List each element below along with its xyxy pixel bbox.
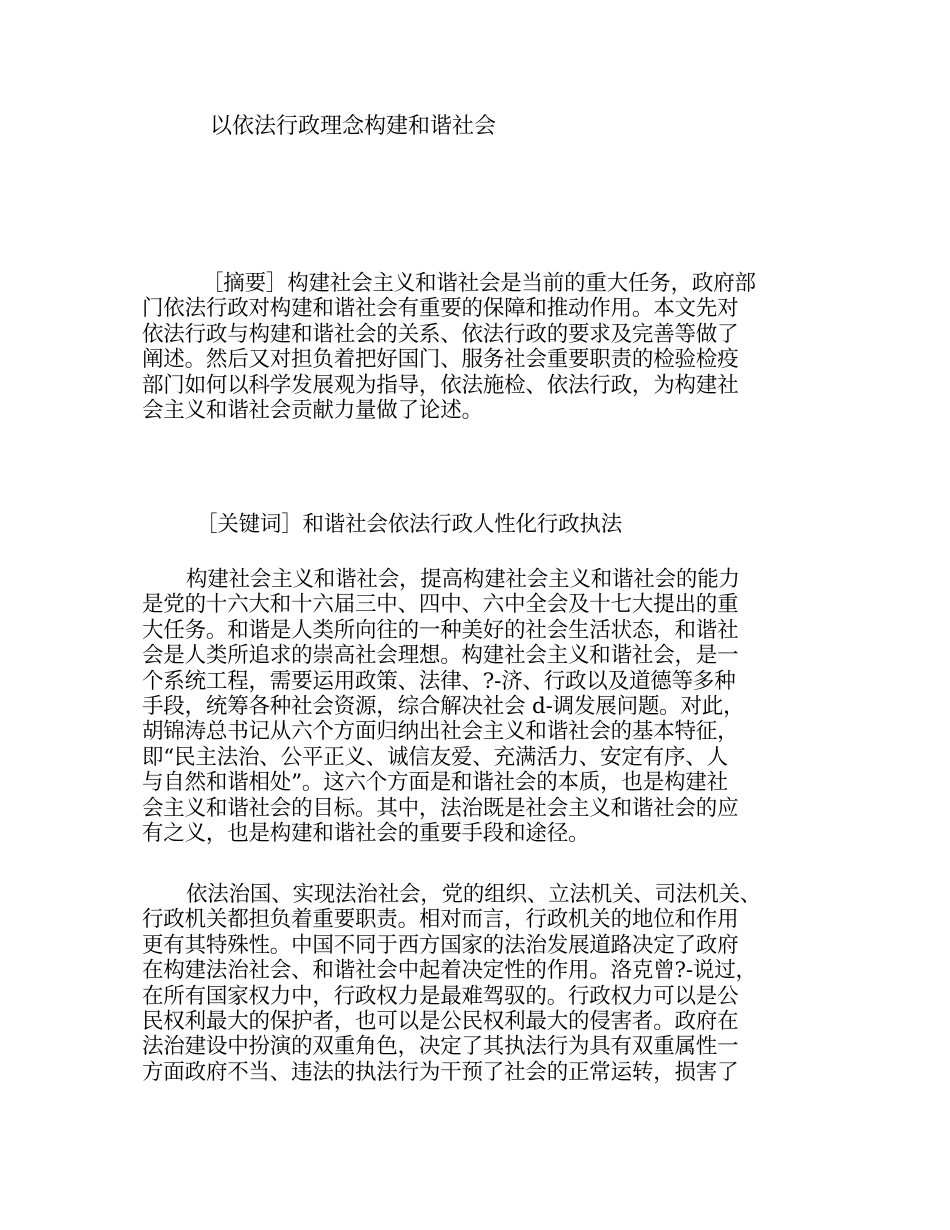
abstract-line: 部门如何以科学发展观为指导，依法施检、依法行政，为构建社 (142, 372, 739, 398)
paragraph-line: 在构建法治社会、和谐社会中起着决定性的作用。洛克曾?-说过， (142, 958, 757, 984)
paragraph-line: 会是人类所追求的崇高社会理想。构建社会主义和谐社会，是一 (142, 643, 739, 669)
document-title: 以依法行政理念构建和谐社会 (210, 114, 497, 139)
paragraph-line: 手段，统筹各种社会资源，综合解决社会 d-调发展问题。对此， (142, 694, 745, 720)
paragraph-line: 胡锦涛总书记从六个方面归纳出社会主义和谐社会的基本特征， (142, 719, 739, 745)
paragraph-line: 大任务。和谐是人类所向往的一种美好的社会生活状态，和谐社 (142, 617, 739, 643)
paragraph-line: 与自然和谐相处”。这六个方面是和谐社会的本质，也是构建社 (142, 770, 728, 796)
paragraph-line: 会主义和谐社会的目标。其中，法治既是社会主义和谐社会的应 (142, 795, 739, 821)
abstract-line: 阐述。然后又对担负着把好国门、服务社会重要职责的检验检疫 (142, 347, 739, 373)
paragraph-2 (142, 882, 812, 1085)
paragraph-line: 法治建设中扮演的双重角色，决定了其执法行为具有双重属性一 (142, 1034, 739, 1060)
keywords-line: ［关键词］和谐社会依法行政人性化行政执法 (196, 512, 623, 537)
paragraph-line: 有之义，也是构建和谐社会的重要手段和途径。 (142, 821, 590, 847)
keywords (142, 512, 812, 537)
abstract-line: ［摘要］构建社会主义和谐社会是当前的重大任务，政府部 (202, 271, 756, 296)
paragraph-line: 个系统工程，需要运用政策、法律、?-济、行政以及道德等多种 (142, 668, 736, 694)
paragraph-line: 是党的十六大和十六届三中、四中、六中全会及十七大提出的重 (142, 592, 739, 618)
paragraph-line: 在所有国家权力中，行政权力是最难驾驭的。行政权力可以是公 (142, 983, 739, 1009)
paragraph-1 (142, 567, 812, 846)
paragraph-line: 行政机关都担负着重要职责。相对而言，行政机关的地位和作用 (142, 907, 739, 933)
paragraph-line: 民权利最大的保护者，也可以是公民权利最大的侵害者。政府在 (142, 1009, 739, 1035)
paragraph-line: 更有其特殊性。中国不同于西方国家的法治发展道路决定了政府 (142, 932, 739, 958)
abstract-line: 依法行政与构建和谐社会的关系、依法行政的要求及完善等做了 (142, 321, 739, 347)
paragraph-line: 构建社会主义和谐社会，提高构建社会主义和谐社会的能力 (186, 567, 740, 592)
abstract (142, 271, 812, 423)
paragraph-line: 依法治国、实现法治社会，党的组织、立法机关、司法机关、 (186, 882, 762, 907)
abstract-line: 门依法行政对构建和谐社会有重要的保障和推动作用。本文先对 (142, 296, 739, 322)
abstract-line: 会主义和谐社会贡献力量做了论述。 (142, 398, 483, 424)
paragraph-line: 方面政府不当、违法的执法行为干预了社会的正常运转，损害了 (142, 1059, 739, 1085)
paragraph-line: 即“民主法治、公平正义、诚信友爱、充满活力、安定有序、人 (142, 744, 728, 770)
